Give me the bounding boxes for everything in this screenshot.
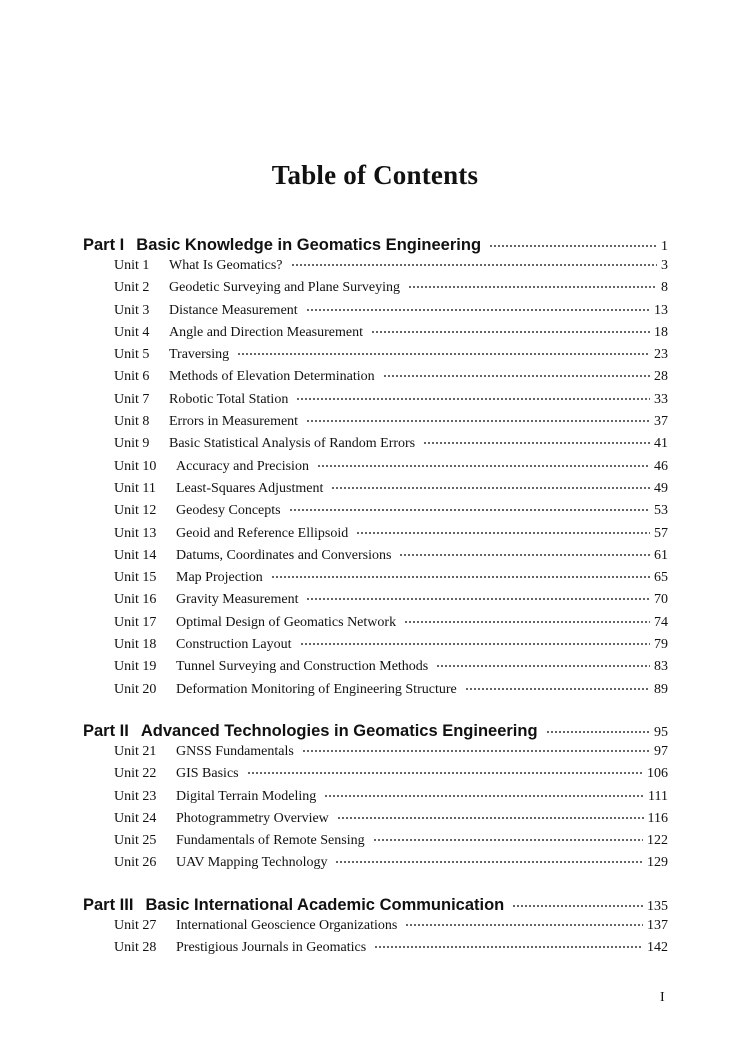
unit-number: Unit 24 [114, 810, 157, 826]
page-number: 57 [654, 525, 668, 541]
page-number: 3 [661, 258, 668, 273]
unit-number: Unit 20 [114, 681, 157, 697]
dot-leader [465, 688, 650, 690]
dot-leader [374, 946, 643, 948]
page-number: 37 [654, 414, 668, 430]
page-number: 61 [654, 547, 668, 563]
page-number: 83 [654, 659, 668, 675]
dot-leader [306, 420, 650, 422]
unit-title: GNSS Fundamentals [176, 743, 294, 759]
toc-unit[interactable] [114, 503, 668, 525]
dot-leader [335, 861, 643, 863]
part-title: Basic Knowledge in Geomatics Engineering [136, 236, 482, 254]
dot-leader [512, 905, 643, 907]
unit-title: Map Projection [176, 570, 263, 586]
page-number: 111 [648, 788, 668, 804]
toc-part[interactable] [83, 896, 668, 918]
unit-number: Unit 18 [114, 637, 157, 653]
toc-unit[interactable] [114, 570, 668, 592]
dot-leader [405, 924, 643, 926]
unit-title: Digital Terrain Modeling [176, 788, 317, 804]
unit-number: Unit 3 [114, 302, 150, 318]
toc-unit[interactable] [114, 659, 668, 681]
dot-leader [331, 487, 650, 489]
unit-title: Tunnel Surveying and Construction Methods [176, 659, 429, 675]
page-number: 46 [654, 458, 668, 474]
page-number: 23 [654, 347, 668, 363]
dot-leader [291, 264, 657, 266]
toc-unit[interactable] [114, 369, 668, 391]
unit-number: Unit 28 [114, 940, 157, 956]
page-number: 122 [647, 833, 668, 849]
part-label: Part III [83, 895, 134, 914]
dot-leader [302, 750, 650, 752]
unit-number: Unit 1 [114, 258, 150, 273]
unit-number: Unit 17 [114, 614, 157, 630]
dot-leader [546, 731, 650, 733]
page-number: 129 [647, 855, 668, 871]
unit-number: Unit 5 [114, 347, 150, 363]
unit-title: Traversing [169, 347, 230, 363]
dot-leader [306, 598, 650, 600]
unit-title: Fundamentals of Remote Sensing [176, 833, 365, 849]
toc-unit[interactable] [114, 615, 668, 637]
unit-number: Unit 4 [114, 324, 150, 340]
toc-unit[interactable] [114, 347, 668, 369]
unit-number: Unit 15 [114, 570, 157, 586]
toc-unit[interactable] [114, 436, 668, 458]
toc-part[interactable] [83, 722, 668, 744]
toc-unit[interactable] [114, 392, 668, 414]
unit-number: Unit 11 [114, 480, 156, 496]
toc-unit[interactable] [114, 280, 668, 302]
page-number: 70 [654, 592, 668, 608]
page-number: 89 [654, 681, 668, 697]
unit-number: Unit 12 [114, 503, 157, 519]
toc-unit[interactable] [114, 855, 668, 877]
dot-leader [408, 286, 657, 288]
dot-leader [404, 621, 650, 623]
unit-number: Unit 22 [114, 766, 157, 782]
page-number: 142 [647, 940, 668, 956]
toc-unit[interactable] [114, 766, 668, 788]
toc-unit[interactable] [114, 481, 668, 503]
page-number: 13 [654, 302, 668, 318]
dot-leader [371, 331, 650, 333]
dot-leader [489, 245, 657, 247]
unit-number: Unit 16 [114, 592, 157, 608]
page-number: 79 [654, 637, 668, 653]
page-number: 41 [654, 436, 668, 452]
toc-unit[interactable] [114, 325, 668, 347]
part-label: Part II [83, 721, 129, 740]
dot-leader [436, 665, 650, 667]
unit-title: Angle and Direction Measurement [169, 324, 363, 340]
unit-title: International Geoscience Organizations [176, 917, 398, 933]
page-folio: I [660, 990, 665, 1005]
toc-unit[interactable] [114, 414, 668, 436]
unit-title: UAV Mapping Technology [176, 855, 328, 871]
unit-title: Gravity Measurement [176, 592, 299, 608]
unit-title: Geodesy Concepts [176, 503, 281, 519]
page-number: 1 [661, 239, 668, 254]
unit-title: Optimal Design of Geomatics Network [176, 614, 397, 630]
dot-leader [237, 353, 650, 355]
unit-title: Robotic Total Station [169, 391, 289, 407]
page-number: 95 [654, 724, 668, 740]
toc-unit[interactable] [114, 526, 668, 548]
dot-leader [271, 576, 650, 578]
dot-leader [317, 465, 650, 467]
unit-number: Unit 2 [114, 280, 150, 296]
unit-number: Unit 25 [114, 833, 157, 849]
page-number: 53 [654, 503, 668, 519]
dot-leader [356, 532, 650, 534]
page-number: 65 [654, 570, 668, 586]
toc-unit[interactable] [114, 548, 668, 570]
unit-title: Photogrammetry Overview [176, 810, 329, 826]
toc-unit[interactable] [114, 940, 668, 962]
toc-unit[interactable] [114, 682, 668, 704]
unit-number: Unit 21 [114, 743, 157, 759]
unit-title: Methods of Elevation Determination [169, 369, 375, 385]
dot-leader [300, 643, 651, 645]
unit-number: Unit 27 [114, 917, 157, 933]
toc-unit[interactable] [114, 789, 668, 811]
unit-title: Distance Measurement [169, 302, 298, 318]
toc-unit[interactable] [114, 258, 668, 280]
dot-leader [373, 839, 643, 841]
table-of-contents [83, 236, 668, 962]
unit-number: Unit 23 [114, 788, 157, 804]
page-number: 137 [647, 917, 668, 933]
page-number: 8 [661, 280, 668, 296]
page-number: 49 [654, 480, 668, 496]
unit-title: What Is Geomatics? [169, 258, 283, 273]
unit-title: Deformation Monitoring of Engineering Structure [176, 681, 457, 697]
dot-leader [423, 442, 650, 444]
unit-number: Unit 7 [114, 391, 150, 407]
page-number: 97 [654, 743, 668, 759]
dot-leader [399, 554, 650, 556]
unit-number: Unit 8 [114, 414, 150, 430]
unit-number: Unit 6 [114, 369, 150, 385]
unit-title: Least-Squares Adjustment [176, 480, 324, 496]
toc-unit[interactable] [114, 833, 668, 855]
dot-leader [296, 398, 650, 400]
dot-leader [383, 375, 650, 377]
page-title: Table of Contents [271, 160, 479, 190]
unit-title: Prestigious Journals in Geomatics [176, 940, 367, 956]
toc-unit[interactable] [114, 303, 668, 325]
unit-number: Unit 9 [114, 436, 150, 452]
unit-title: GIS Basics [176, 766, 239, 782]
unit-title: Accuracy and Precision [176, 458, 309, 474]
page-number: 33 [654, 391, 668, 407]
page-number: 18 [654, 324, 668, 340]
toc-unit[interactable] [114, 744, 668, 766]
unit-number: Unit 13 [114, 525, 157, 541]
page-number: 106 [647, 766, 668, 782]
page-number: 135 [647, 898, 668, 914]
toc-unit[interactable] [114, 592, 668, 614]
unit-title: Geodetic Surveying and Plane Surveying [169, 280, 400, 296]
dot-leader [289, 509, 650, 511]
unit-number: Unit 10 [114, 458, 157, 474]
toc-unit[interactable] [114, 459, 668, 481]
toc-part[interactable] [83, 236, 668, 258]
unit-title: Geoid and Reference Ellipsoid [176, 525, 349, 541]
dot-leader [337, 817, 644, 819]
unit-number: Unit 19 [114, 659, 157, 675]
dot-leader [247, 772, 643, 774]
unit-title: Construction Layout [176, 637, 292, 653]
page-number: 74 [654, 614, 668, 630]
unit-title: Datums, Coordinates and Conversions [176, 547, 392, 563]
page-number: 28 [654, 369, 668, 385]
unit-title: Basic Statistical Analysis of Random Errors [169, 436, 416, 452]
unit-number: Unit 26 [114, 855, 157, 871]
toc-unit[interactable] [114, 918, 668, 940]
dot-leader [324, 795, 644, 797]
toc-unit[interactable] [114, 811, 668, 833]
unit-title: Errors in Measurement [169, 414, 299, 430]
dot-leader [306, 309, 650, 311]
toc-unit[interactable] [114, 637, 668, 659]
part-label: Part I [83, 236, 125, 254]
part-title: Basic International Academic Communication [145, 895, 505, 914]
part-title: Advanced Technologies in Geomatics Engineering [140, 721, 538, 740]
unit-number: Unit 14 [114, 547, 157, 563]
page-number: 116 [647, 810, 668, 826]
